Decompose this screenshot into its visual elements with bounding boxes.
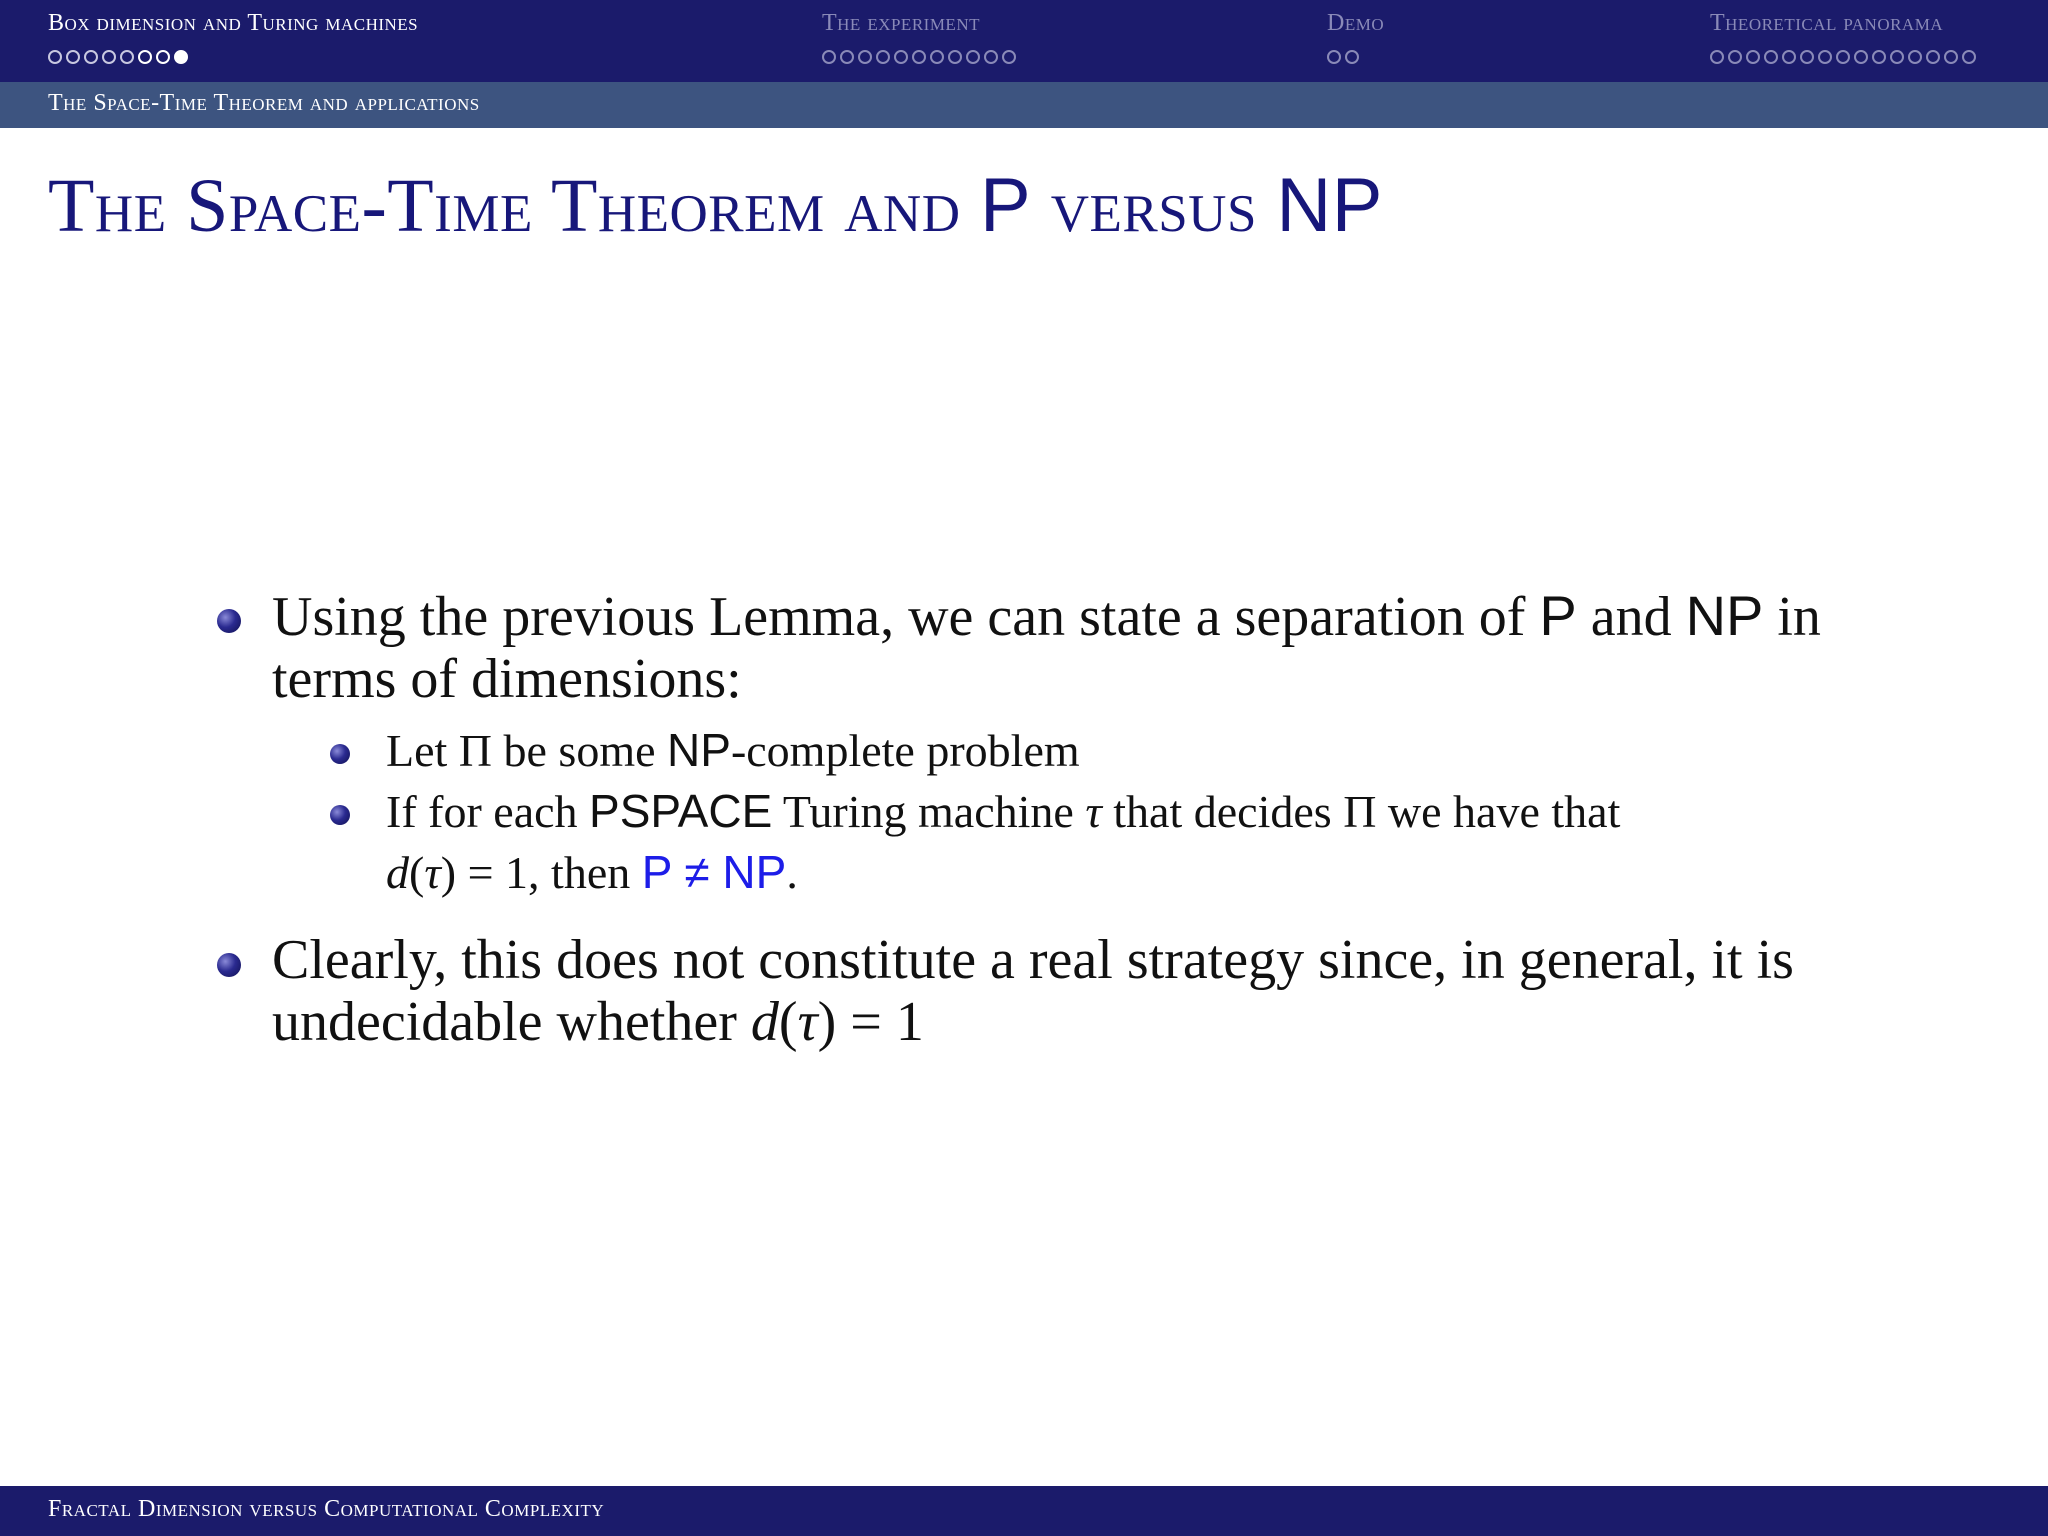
sub-bullet-item: [326, 781, 1912, 903]
frame-dot[interactable]: [102, 50, 116, 64]
frame-dot[interactable]: [120, 50, 134, 64]
frame-dot[interactable]: [1890, 50, 1904, 64]
math-d: d: [386, 847, 409, 898]
class-p: P: [1539, 584, 1577, 647]
slide-title: [48, 163, 1383, 248]
frame-dot[interactable]: [1764, 50, 1778, 64]
bullet-text: Let Π be some: [386, 725, 668, 776]
frame-dot[interactable]: [966, 50, 980, 64]
frame-dot[interactable]: [948, 50, 962, 64]
frame-dot[interactable]: [1728, 50, 1742, 64]
frame-dot[interactable]: [876, 50, 890, 64]
class-np: NP: [1685, 584, 1764, 647]
frame-dot[interactable]: [1908, 50, 1922, 64]
title-text: The Space-Time Theorem and: [48, 164, 980, 248]
nav-section-experiment[interactable]: [822, 10, 1020, 66]
frame-dot[interactable]: [840, 50, 854, 64]
bullet-text: ) = 1, then: [440, 847, 642, 898]
section-navigation-bar: [0, 0, 2048, 82]
nav-frame-dots: [48, 46, 418, 66]
bullet-ball-icon: [217, 609, 241, 633]
frame-dot[interactable]: [1836, 50, 1850, 64]
title-versus: versus: [1031, 164, 1277, 248]
nav-frame-dots: [1327, 46, 1384, 66]
nav-section-theoretical-panorama[interactable]: [1710, 10, 1980, 66]
frame-dot[interactable]: [894, 50, 908, 64]
nav-section-demo[interactable]: [1327, 10, 1384, 66]
frame-dot[interactable]: [1002, 50, 1016, 64]
frame-dot[interactable]: [1944, 50, 1958, 64]
title-class-np: NP: [1276, 163, 1383, 248]
frame-dot[interactable]: [1782, 50, 1796, 64]
frame-dot[interactable]: [1962, 50, 1976, 64]
math-tau: τ: [424, 847, 441, 898]
nav-frame-dots: [1710, 46, 1980, 66]
frame-dot[interactable]: [1345, 50, 1359, 64]
frame-dot[interactable]: [1818, 50, 1832, 64]
bullet-ball-icon: [217, 953, 241, 977]
bullet-text: ) = 1: [817, 991, 924, 1053]
conclusion-p-neq-np: P ≠ NP: [641, 846, 787, 898]
bullet-text: Using the previous Lemma, we can state a separation of: [272, 586, 1540, 648]
slide-content: [212, 585, 1912, 1053]
frame-dot[interactable]: [912, 50, 926, 64]
bullet-text: Turing machine: [772, 786, 1086, 837]
subsection-title[interactable]: The Space-Time Theorem and applications: [48, 90, 480, 116]
bullet-text: If for each: [386, 786, 590, 837]
nav-section-title[interactable]: The experiment: [822, 10, 980, 36]
frame-dot[interactable]: [1327, 50, 1341, 64]
bullet-text: in terms of dimensions:: [272, 586, 1821, 710]
bullet-text: Clearly, this does not constitute a real strategy since, in general, it is undecidable whether: [272, 929, 1794, 1053]
nav-frame-dots: [822, 46, 1020, 66]
bullet-text: -complete problem: [730, 725, 1080, 776]
frame-dot[interactable]: [138, 50, 152, 64]
bullet-ball-icon: [330, 744, 350, 764]
nav-section-title[interactable]: Theoretical panorama: [1710, 10, 1944, 36]
frame-dot[interactable]: [48, 50, 62, 64]
math-d: d: [750, 991, 779, 1053]
bullet-ball-icon: [330, 805, 350, 825]
frame-dot[interactable]: [984, 50, 998, 64]
frame-dot[interactable]: [1746, 50, 1760, 64]
frame-dot[interactable]: [1854, 50, 1868, 64]
footer-title: Fractal Dimension versus Computational Complexity: [48, 1496, 605, 1522]
sub-bullet-list: [326, 720, 1912, 903]
frame-dot[interactable]: [1800, 50, 1814, 64]
class-np: NP: [667, 724, 731, 776]
nav-section-box-dimension[interactable]: [48, 10, 418, 66]
bullet-text: (: [778, 991, 798, 1053]
nav-section-title[interactable]: Demo: [1327, 10, 1385, 36]
class-pspace: PSPACE: [589, 785, 773, 837]
frame-dot[interactable]: [1710, 50, 1724, 64]
frame-dot-current[interactable]: [174, 50, 188, 64]
bullet-text: that decides Π we have that: [1101, 786, 1621, 837]
bullet-item: [212, 585, 1912, 903]
subsection-bar: [0, 82, 2048, 128]
frame-dot[interactable]: [930, 50, 944, 64]
math-tau: τ: [1085, 786, 1102, 837]
frame-dot[interactable]: [66, 50, 80, 64]
nav-section-title[interactable]: Box dimension and Turing machines: [48, 10, 419, 36]
frame-dot[interactable]: [156, 50, 170, 64]
frame-dot[interactable]: [1872, 50, 1886, 64]
math-tau: τ: [797, 991, 818, 1053]
bullet-text: (: [409, 847, 425, 898]
frame-dot[interactable]: [822, 50, 836, 64]
sub-bullet-item: [326, 720, 1912, 781]
frame-dot[interactable]: [84, 50, 98, 64]
frame-dot[interactable]: [858, 50, 872, 64]
footer-bar: [0, 1486, 2048, 1536]
bullet-text: and: [1576, 586, 1686, 648]
title-class-p: P: [979, 163, 1032, 248]
bullet-text: .: [786, 847, 798, 898]
bullet-item: [212, 929, 1912, 1053]
frame-dot[interactable]: [1926, 50, 1940, 64]
